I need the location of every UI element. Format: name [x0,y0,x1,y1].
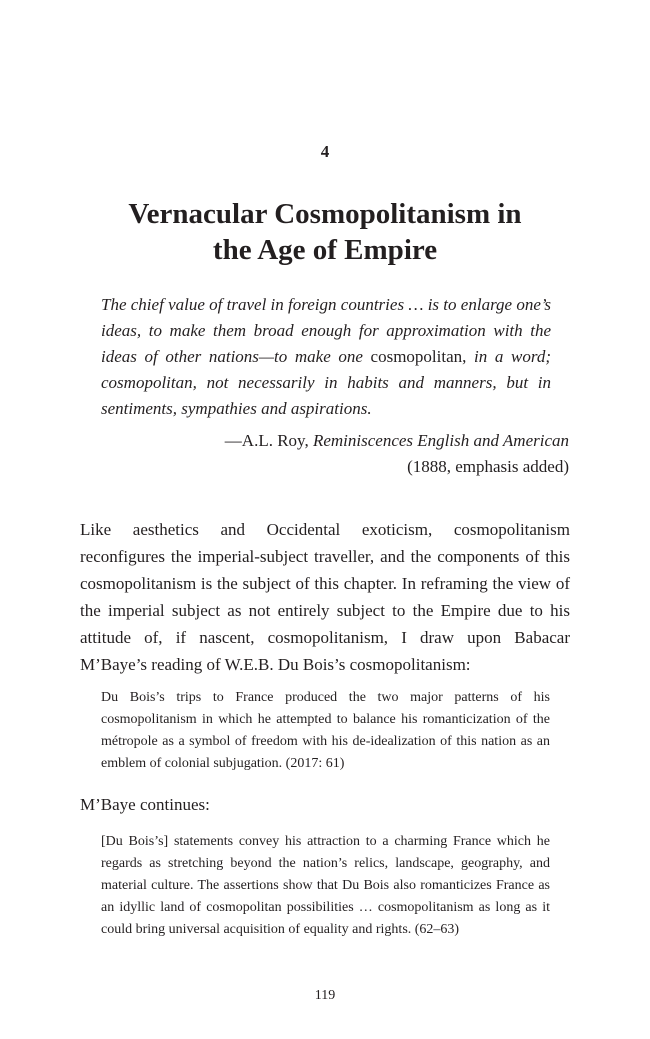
epigraph-text-1: The chief value of travel in foreign countries … is to enlarge one’s ideas, to make them broad enough for approximation with the ideas of other nations—to make one [101,295,551,366]
attribution-line [101,428,569,454]
epigraph-attribution [101,428,569,480]
attribution-author: —A.L. Roy, [224,431,313,450]
epigraph [101,292,551,422]
chapter-number: 4 [320,142,330,161]
block-quote-2: [Du Bois’s] statements convey his attraction to a charming France which he regards as stretching beyond the nation’s relics, landscape, geography, and material culture. The assertions show that Du Bois also romanticizes France as an idyllic land of cosmopolitan possibilities … cosmopolitanism as long as it could bring universal acquisition of equality and rights. (62–63) [101,834,550,937]
body-continues: M’Baye continues: [80,795,210,814]
epigraph-emphasis: cosmopolitan, [370,347,467,366]
block-quote-1: Du Bois’s trips to France produced the two major patterns of his cosmopolitanism in which he attempted to balance his romanticization of the métropole as a symbol of freedom with his de-idealization of this nation as an emblem of colonial subjugation. (2017: 61) [101,690,550,771]
body-paragraph: Like aesthetics and Occidental exoticism, cosmopolitanism reconfigures the imperial-subject traveller, and the components of this cosmopolitanism is the subject of this chapter. In reframing the view of the imperial subject as not entirely subject to the Empire due to his attitude of, if nascent, cosmopolitanism, I draw upon Babacar M’Baye’s reading of W.E.B. Du Bois’s cosmopolitanism: [80,520,570,674]
page-number: 119 [314,988,336,1003]
chapter-title-line-2: the Age of Empire [212,234,438,266]
chapter-title-line-1: Vernacular Cosmopolitanism in [128,198,522,230]
attribution-work: Reminiscences English and American [312,431,569,450]
attribution-note: (1888, emphasis added) [407,457,569,476]
chapter-title [60,196,590,268]
epigraph-text-2: in a word; cosmopolitan, not necessarily in habits and manners, but in sentiments, sympathies and aspirations. [101,347,551,418]
